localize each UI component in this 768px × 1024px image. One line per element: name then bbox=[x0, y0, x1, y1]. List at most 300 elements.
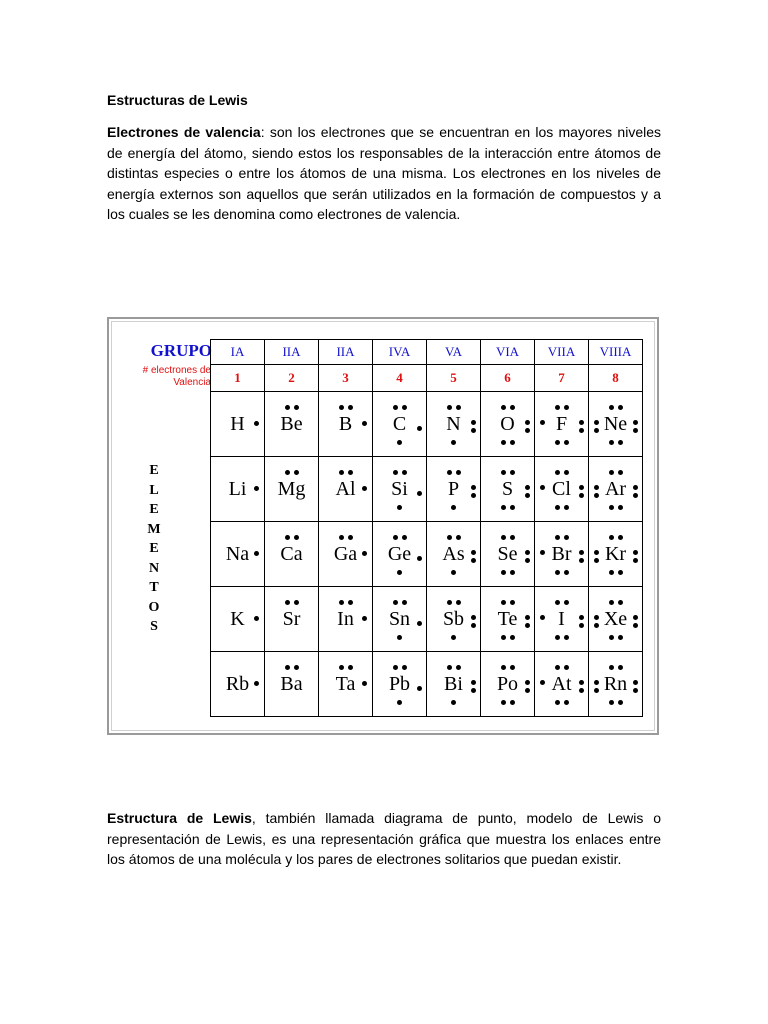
valence-electron-dot bbox=[525, 420, 530, 425]
valence-electron-dot bbox=[609, 635, 614, 640]
valence-electron-dot bbox=[564, 665, 569, 670]
lewis-diagram bbox=[265, 652, 318, 716]
valence-electron-dot bbox=[393, 470, 398, 475]
valence-electron-dot bbox=[393, 535, 398, 540]
valence-electron-dot bbox=[618, 505, 623, 510]
lewis-diagram bbox=[373, 392, 426, 456]
valence-electron-dot bbox=[609, 600, 614, 605]
valence-electron-dot bbox=[579, 428, 584, 433]
element-symbol: Ca bbox=[280, 543, 303, 565]
lewis-diagram bbox=[589, 522, 642, 586]
grupo-label: GRUPO bbox=[150, 341, 212, 360]
valence-electron-dot bbox=[633, 420, 638, 425]
valence-count-cell: 5 bbox=[427, 365, 481, 392]
valence-electron-dot bbox=[540, 615, 545, 620]
lewis-diagram bbox=[211, 457, 264, 521]
group-header-cell: IIA bbox=[319, 340, 373, 365]
element-symbol: H bbox=[230, 413, 245, 435]
element-symbol: Pb bbox=[388, 673, 411, 695]
valence-electron-dot bbox=[618, 700, 623, 705]
element-cell bbox=[427, 587, 481, 652]
valence-electron-dot bbox=[579, 485, 584, 490]
valence-electron-dot bbox=[294, 470, 299, 475]
valence-electron-dot bbox=[393, 600, 398, 605]
valence-electron-dot bbox=[339, 405, 344, 410]
lewis-diagram bbox=[319, 587, 372, 651]
valence-electron-dot bbox=[510, 470, 515, 475]
valence-electron-dot bbox=[362, 551, 367, 556]
lewis-diagram bbox=[427, 587, 480, 651]
valence-electron-dot bbox=[633, 493, 638, 498]
element-symbol: As bbox=[442, 543, 465, 565]
valence-electron-dot bbox=[501, 570, 506, 575]
valence-electron-dot bbox=[540, 420, 545, 425]
valence-electron-dot bbox=[471, 550, 476, 555]
valence-electron-dot bbox=[294, 600, 299, 605]
valence-electron-dot bbox=[609, 470, 614, 475]
element-symbol: Mg bbox=[277, 478, 306, 500]
valence-electron-dot bbox=[456, 600, 461, 605]
valence-electron-dot bbox=[294, 665, 299, 670]
element-cell bbox=[589, 522, 643, 587]
element-symbol: Li bbox=[228, 478, 247, 500]
valence-count-cell: 3 bbox=[319, 365, 373, 392]
element-cell bbox=[265, 522, 319, 587]
valence-electron-dot bbox=[285, 665, 290, 670]
valence-electron-dot bbox=[594, 623, 599, 628]
valence-electron-dot bbox=[525, 623, 530, 628]
valence-electron-dot bbox=[579, 493, 584, 498]
valence-electron-dot bbox=[633, 550, 638, 555]
valence-electron-dot bbox=[555, 405, 560, 410]
element-symbol: Ta bbox=[335, 673, 356, 695]
valence-electron-dot bbox=[447, 470, 452, 475]
valence-electron-dot bbox=[609, 700, 614, 705]
element-symbol: C bbox=[392, 413, 407, 435]
valence-electron-dot bbox=[501, 635, 506, 640]
element-cell bbox=[265, 652, 319, 717]
elementos-letter: M bbox=[147, 521, 161, 537]
element-symbol: Xe bbox=[603, 608, 628, 630]
valence-electron-dot bbox=[564, 440, 569, 445]
element-cell bbox=[589, 587, 643, 652]
valence-electron-dot bbox=[397, 505, 402, 510]
valence-electrons-paragraph bbox=[107, 122, 661, 225]
valence-electron-dot bbox=[471, 493, 476, 498]
lewis-diagram bbox=[427, 652, 480, 716]
elementos-vertical-label bbox=[143, 461, 165, 637]
lewis-diagram bbox=[481, 587, 534, 651]
valence-electron-dot bbox=[618, 405, 623, 410]
group-header-cell: VIIIA bbox=[589, 340, 643, 365]
elementos-letter: T bbox=[149, 580, 159, 595]
valence-electron-dot bbox=[447, 405, 452, 410]
element-cell bbox=[211, 392, 265, 457]
element-cell bbox=[427, 522, 481, 587]
lewis-diagram bbox=[535, 522, 588, 586]
valence-electron-dot bbox=[339, 665, 344, 670]
elementos-letter: E bbox=[149, 463, 159, 478]
valence-electron-dot bbox=[447, 600, 452, 605]
element-symbol: Ba bbox=[280, 673, 303, 695]
lewis-diagram bbox=[535, 652, 588, 716]
valence-electron-dot bbox=[501, 600, 506, 605]
valence-electron-dot bbox=[594, 688, 599, 693]
valence-electron-dot bbox=[471, 680, 476, 685]
lewis-diagram bbox=[535, 457, 588, 521]
valence-electron-dot bbox=[254, 616, 259, 621]
lewis-diagram bbox=[481, 392, 534, 456]
element-symbol: N bbox=[446, 413, 461, 435]
valence-electron-dot bbox=[633, 680, 638, 685]
valence-electron-dot bbox=[447, 665, 452, 670]
lewis-diagram bbox=[481, 522, 534, 586]
valence-electron-dot bbox=[525, 558, 530, 563]
valence-electron-dot bbox=[555, 505, 560, 510]
element-cell bbox=[319, 392, 373, 457]
valence-electron-dot bbox=[294, 405, 299, 410]
valence-electron-dot bbox=[555, 635, 560, 640]
valence-electron-dot bbox=[633, 615, 638, 620]
valence-electron-dot bbox=[348, 535, 353, 540]
element-cell bbox=[265, 457, 319, 522]
valence-count-cell: 8 bbox=[589, 365, 643, 392]
lewis-diagram bbox=[319, 652, 372, 716]
valence-electron-dot bbox=[471, 623, 476, 628]
lewis-diagram bbox=[211, 587, 264, 651]
valence-electron-dot bbox=[633, 485, 638, 490]
lewis-diagram bbox=[211, 652, 264, 716]
valence-electron-dot bbox=[510, 440, 515, 445]
lewis-diagram bbox=[481, 652, 534, 716]
valence-electron-dot bbox=[362, 681, 367, 686]
lewis-diagram bbox=[589, 652, 642, 716]
lewis-diagram bbox=[211, 522, 264, 586]
valence-electron-dot bbox=[540, 550, 545, 555]
valence-electron-dot bbox=[339, 470, 344, 475]
lewis-diagram bbox=[265, 522, 318, 586]
lewis-diagram bbox=[589, 457, 642, 521]
document-title: Estructuras de Lewis bbox=[107, 92, 248, 108]
valence-electron-dot bbox=[402, 405, 407, 410]
valence-electron-dot bbox=[393, 665, 398, 670]
valence-electron-dot bbox=[285, 470, 290, 475]
valence-electron-dot bbox=[348, 405, 353, 410]
valence-electron-dot bbox=[510, 505, 515, 510]
element-cell bbox=[373, 652, 427, 717]
valence-electron-dot bbox=[609, 440, 614, 445]
element-symbol: Al bbox=[335, 478, 356, 500]
valence-electron-dot bbox=[362, 421, 367, 426]
valence-electron-dot bbox=[525, 615, 530, 620]
element-cell bbox=[319, 457, 373, 522]
valence-electron-dot bbox=[525, 680, 530, 685]
element-symbol: S bbox=[501, 478, 514, 500]
element-cell bbox=[373, 522, 427, 587]
valence-electron-dot bbox=[564, 570, 569, 575]
lewis-diagram bbox=[535, 587, 588, 651]
valence-electron-dot bbox=[579, 550, 584, 555]
valence-electron-dot bbox=[402, 535, 407, 540]
element-symbol: Br bbox=[551, 543, 572, 565]
valence-electron-dot bbox=[555, 535, 560, 540]
element-symbol: I bbox=[558, 608, 565, 630]
valence-electron-dot bbox=[501, 535, 506, 540]
elementos-letter: L bbox=[149, 482, 159, 498]
valence-electron-dot bbox=[564, 470, 569, 475]
valence-electron-dot bbox=[501, 505, 506, 510]
element-symbol: Te bbox=[497, 608, 518, 630]
element-symbol: Rb bbox=[225, 673, 250, 695]
valence-electron-dot bbox=[417, 556, 422, 561]
valence-electron-dot bbox=[579, 688, 584, 693]
lewis-diagram bbox=[265, 392, 318, 456]
element-symbol: Sr bbox=[282, 608, 301, 630]
valence-electron-dot bbox=[564, 635, 569, 640]
element-cell bbox=[265, 392, 319, 457]
element-cell bbox=[319, 587, 373, 652]
valence-electron-dot bbox=[254, 421, 259, 426]
valence-electron-dot bbox=[564, 600, 569, 605]
element-cell bbox=[427, 652, 481, 717]
valence-count-label-line2: Valencia bbox=[173, 377, 211, 388]
valence-electron-dot bbox=[417, 491, 422, 496]
element-cell bbox=[211, 457, 265, 522]
valence-electron-dot bbox=[362, 616, 367, 621]
valence-electron-dot bbox=[471, 558, 476, 563]
valence-electron-dot bbox=[501, 440, 506, 445]
valence-electron-dot bbox=[564, 700, 569, 705]
valence-electrons-term: Electrones de valencia bbox=[107, 124, 261, 140]
lewis-diagram bbox=[265, 587, 318, 651]
element-cell bbox=[481, 392, 535, 457]
valence-electron-dot bbox=[609, 535, 614, 540]
element-cell bbox=[211, 522, 265, 587]
valence-electron-dot bbox=[555, 470, 560, 475]
element-cell bbox=[319, 522, 373, 587]
lewis-structure-text: , también llamada diagrama de punto, modelo de Lewis o representación de Lewis, es una representación gráfica que muestra los enlaces entre los átomos de una molécula y los pares de electrones solitarios que puedan existir. bbox=[107, 810, 661, 867]
valence-electron-dot bbox=[618, 665, 623, 670]
valence-electron-dot bbox=[618, 440, 623, 445]
valence-electron-dot bbox=[456, 535, 461, 540]
valence-electron-dot bbox=[579, 615, 584, 620]
valence-electron-dot bbox=[397, 570, 402, 575]
valence-electron-dot bbox=[348, 665, 353, 670]
lewis-diagram bbox=[481, 457, 534, 521]
valence-electron-dot bbox=[501, 405, 506, 410]
element-cell bbox=[589, 457, 643, 522]
valence-count-cell: 4 bbox=[373, 365, 427, 392]
element-cell bbox=[535, 522, 589, 587]
valence-electron-dot bbox=[254, 681, 259, 686]
valence-electron-dot bbox=[501, 470, 506, 475]
valence-electron-dot bbox=[510, 535, 515, 540]
valence-electron-dot bbox=[609, 405, 614, 410]
lewis-diagram bbox=[265, 457, 318, 521]
valence-electron-dot bbox=[501, 700, 506, 705]
valence-electron-dot bbox=[564, 405, 569, 410]
valence-electron-dot bbox=[456, 470, 461, 475]
valence-electron-dot bbox=[618, 570, 623, 575]
element-cell bbox=[481, 652, 535, 717]
valence-electron-dot bbox=[609, 665, 614, 670]
element-symbol: F bbox=[555, 413, 568, 435]
lewis-structure-paragraph bbox=[107, 808, 661, 870]
element-symbol: Sb bbox=[442, 608, 465, 630]
element-symbol: O bbox=[500, 413, 515, 435]
element-symbol: Po bbox=[496, 673, 519, 695]
valence-electron-dot bbox=[618, 635, 623, 640]
element-cell bbox=[589, 652, 643, 717]
lewis-structures-figure bbox=[107, 317, 659, 735]
valence-electron-dot bbox=[633, 558, 638, 563]
valence-electron-dot bbox=[555, 600, 560, 605]
valence-count-label-line1: # electrones de bbox=[142, 365, 211, 376]
valence-electron-dot bbox=[525, 550, 530, 555]
valence-electron-dot bbox=[525, 688, 530, 693]
valence-electron-dot bbox=[510, 570, 515, 575]
valence-electron-dot bbox=[555, 570, 560, 575]
valence-electron-dot bbox=[594, 420, 599, 425]
element-cell bbox=[427, 457, 481, 522]
element-symbol: Ge bbox=[387, 543, 412, 565]
valence-electron-dot bbox=[579, 558, 584, 563]
element-cell bbox=[373, 392, 427, 457]
valence-electron-dot bbox=[393, 405, 398, 410]
valence-electron-dot bbox=[451, 700, 456, 705]
elementos-letter: S bbox=[150, 619, 158, 634]
elementos-letter: O bbox=[148, 599, 160, 615]
element-cell bbox=[211, 587, 265, 652]
valence-electrons-text: : son los electrones que se encuentran en los mayores niveles de energía del átomo, siendo estos los responsables de la interacción entre átomos de distintas especies o entre los átomos de una misma. Los electrones en los niveles de energía externos son aquellos que serán utilizados en la formación de compuestos y a los cuales se les denomina como electrones de valencia. bbox=[107, 124, 662, 222]
valence-electron-dot bbox=[525, 428, 530, 433]
element-symbol: Cl bbox=[552, 478, 571, 500]
valence-electron-dot bbox=[451, 505, 456, 510]
lewis-diagram bbox=[373, 587, 426, 651]
valence-electron-dot bbox=[564, 505, 569, 510]
valence-electron-dot bbox=[471, 615, 476, 620]
valence-electron-dot bbox=[417, 426, 422, 431]
element-cell bbox=[427, 392, 481, 457]
valence-electron-dot bbox=[555, 700, 560, 705]
valence-electron-dot bbox=[555, 440, 560, 445]
lewis-diagram bbox=[373, 652, 426, 716]
valence-electron-dot bbox=[579, 623, 584, 628]
valence-count-cell: 1 bbox=[211, 365, 265, 392]
valence-electron-dot bbox=[254, 551, 259, 556]
valence-electron-dot bbox=[471, 485, 476, 490]
valence-electron-dot bbox=[397, 440, 402, 445]
lewis-diagram bbox=[589, 587, 642, 651]
lewis-diagram bbox=[373, 457, 426, 521]
valence-electron-dot bbox=[540, 680, 545, 685]
valence-electron-dot bbox=[285, 405, 290, 410]
lewis-diagram bbox=[319, 392, 372, 456]
element-cell bbox=[373, 587, 427, 652]
lewis-diagram bbox=[427, 522, 480, 586]
valence-electron-dot bbox=[594, 680, 599, 685]
valence-electron-dot bbox=[618, 470, 623, 475]
element-symbol: Ne bbox=[603, 413, 628, 435]
valence-electron-dot bbox=[633, 623, 638, 628]
valence-electron-dot bbox=[609, 570, 614, 575]
valence-electron-dot bbox=[397, 700, 402, 705]
lewis-diagram bbox=[319, 457, 372, 521]
valence-electron-dot bbox=[417, 621, 422, 626]
valence-electron-dot bbox=[447, 535, 452, 540]
element-cell bbox=[265, 587, 319, 652]
element-cell bbox=[481, 587, 535, 652]
lewis-structure-term: Estructura de Lewis bbox=[107, 810, 252, 826]
valence-electron-dot bbox=[254, 486, 259, 491]
lewis-table bbox=[210, 339, 643, 717]
element-symbol: Kr bbox=[604, 543, 627, 565]
valence-electron-dot bbox=[451, 635, 456, 640]
valence-electron-dot bbox=[456, 665, 461, 670]
valence-electron-dot bbox=[402, 600, 407, 605]
valence-electron-dot bbox=[471, 420, 476, 425]
group-header-cell: VIA bbox=[481, 340, 535, 365]
valence-electron-dot bbox=[397, 635, 402, 640]
element-symbol: Se bbox=[497, 543, 518, 565]
element-symbol: B bbox=[338, 413, 353, 435]
group-header-cell: VIIA bbox=[535, 340, 589, 365]
valence-electron-dot bbox=[555, 665, 560, 670]
valence-electron-dot bbox=[633, 428, 638, 433]
valence-electron-dot bbox=[510, 600, 515, 605]
element-symbol: Ga bbox=[333, 543, 358, 565]
lewis-diagram bbox=[427, 392, 480, 456]
valence-electron-dot bbox=[451, 570, 456, 575]
element-symbol: Be bbox=[280, 413, 303, 435]
valence-electron-dot bbox=[451, 440, 456, 445]
element-cell bbox=[481, 522, 535, 587]
valence-electron-dot bbox=[471, 428, 476, 433]
valence-electron-dot bbox=[510, 700, 515, 705]
valence-electron-dot bbox=[594, 493, 599, 498]
element-symbol: Rn bbox=[603, 673, 628, 695]
element-cell bbox=[373, 457, 427, 522]
lewis-diagram bbox=[535, 392, 588, 456]
valence-electron-dot bbox=[285, 600, 290, 605]
element-cell bbox=[535, 587, 589, 652]
group-header-cell: IA bbox=[211, 340, 265, 365]
valence-electron-dot bbox=[402, 665, 407, 670]
valence-electron-dot bbox=[525, 485, 530, 490]
element-symbol: Na bbox=[225, 543, 250, 565]
element-cell bbox=[535, 392, 589, 457]
element-symbol: Si bbox=[391, 478, 408, 500]
valence-electron-dot bbox=[339, 600, 344, 605]
valence-electron-dot bbox=[417, 686, 422, 691]
element-symbol: K bbox=[230, 608, 245, 630]
lewis-diagram bbox=[427, 457, 480, 521]
valence-electron-dot bbox=[594, 615, 599, 620]
valence-electron-dot bbox=[579, 680, 584, 685]
valence-electron-dot bbox=[362, 486, 367, 491]
valence-count-cell: 7 bbox=[535, 365, 589, 392]
valence-electron-dot bbox=[594, 485, 599, 490]
valence-electron-dot bbox=[525, 493, 530, 498]
valence-electron-dot bbox=[339, 535, 344, 540]
valence-electron-dot bbox=[456, 405, 461, 410]
valence-electron-dot bbox=[594, 550, 599, 555]
element-symbol: Bi bbox=[444, 673, 463, 695]
valence-electron-dot bbox=[285, 535, 290, 540]
valence-electron-dot bbox=[501, 665, 506, 670]
valence-electron-dot bbox=[510, 635, 515, 640]
valence-electron-dot bbox=[540, 485, 545, 490]
